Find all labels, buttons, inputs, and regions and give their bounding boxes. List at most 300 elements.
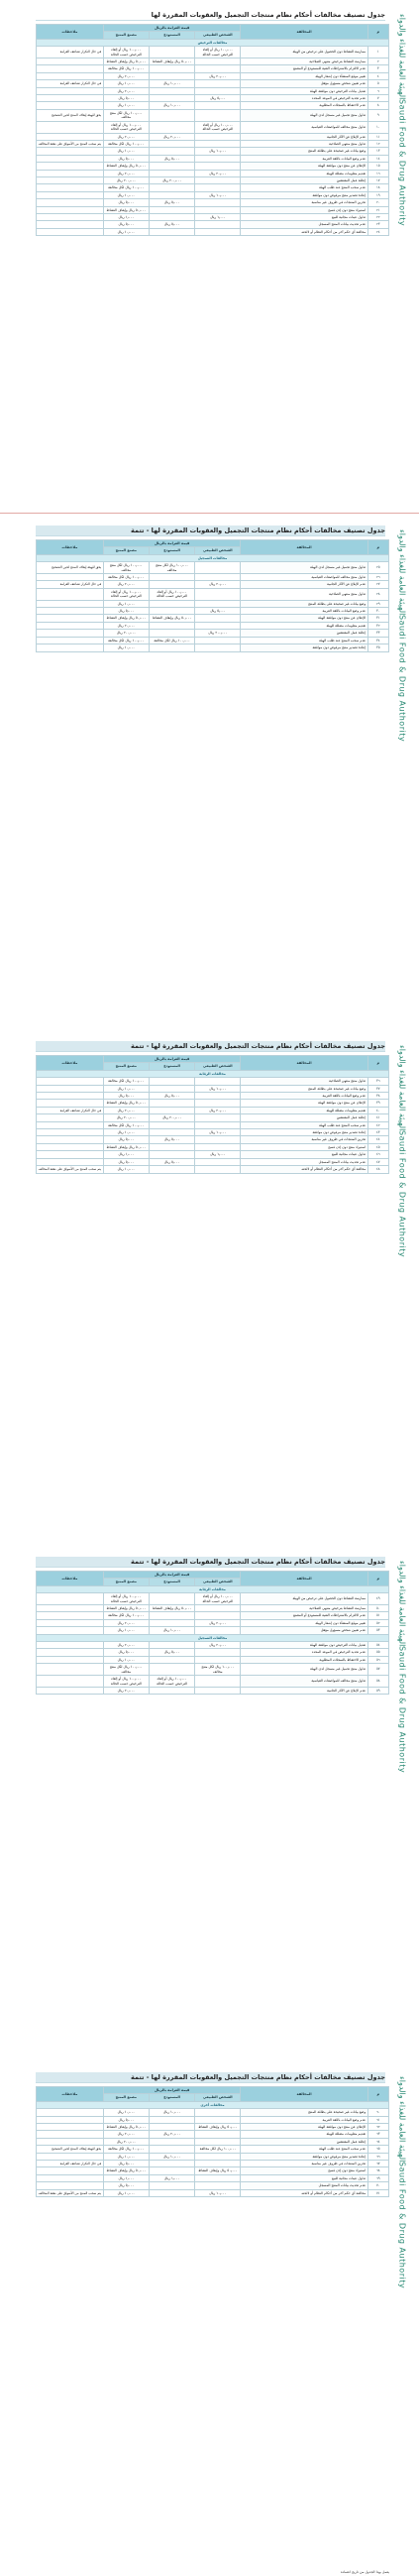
header-natural: الشخص الطبيعي — [195, 547, 241, 554]
row-notes — [37, 2131, 104, 2138]
table-row — [37, 630, 389, 637]
row-number: ٣١ — [367, 615, 388, 622]
row-penalty-natural — [195, 562, 241, 574]
table-row — [37, 170, 389, 176]
page-title: جدول تصنيف مخالفات أحكام نظام منتجات التجميل والعقوبات المقررة لها - تتمة — [36, 1041, 385, 1052]
violations-table — [36, 1571, 389, 1695]
table-row — [37, 163, 389, 170]
row-penalty-rep — [149, 1085, 194, 1092]
row-violation: عدم تعيين شخص مسؤول مؤهل — [241, 1627, 367, 1634]
row-number: ٢١ — [367, 206, 388, 213]
row-number: ١٨ — [367, 184, 388, 191]
row-notes: يحق للهيئة إيقاف المنتج لحين التصحيح — [37, 562, 104, 574]
page-title: جدول تصنيف مخالفات أحكام نظام منتجات التجميل والعقوبات المقررة لها - تتمة — [36, 1557, 385, 1568]
table-row — [37, 608, 389, 615]
page-title: جدول تصنيف مخالفات أحكام نظام منتجات التجميل والعقوبات المقررة لها — [36, 10, 385, 21]
row-violation: عدم سحب المنتج عند طلب الهيئة — [241, 1121, 367, 1128]
row-penalty-natural — [195, 2131, 241, 2138]
header-notes: ملاحظات — [37, 2087, 104, 2102]
row-penalty-natural — [195, 1676, 241, 1688]
row-violation: استيراد منتج دون إذن فسح — [241, 206, 367, 213]
row-penalty-rep — [149, 2116, 194, 2123]
page-title: جدول تصنيف مخالفات أحكام نظام منتجات التجميل والعقوبات المقررة لها - تتمة — [36, 2072, 385, 2083]
row-violation: تداول منتج تجميل غير مسجل لدى الهيئة — [241, 1664, 367, 1676]
row-penalty-factory: ١٠٫٠٠٠ ريال — [103, 102, 149, 109]
row-number: ٥٩ — [367, 1687, 388, 1694]
row-penalty-factory: ٢٠٫٠٠٠ ريال — [103, 1619, 149, 1626]
header-rep: المستودع — [149, 32, 194, 39]
row-penalty-natural — [195, 2153, 241, 2160]
row-penalty-natural: ١٠٫٠٠٠ ريال — [195, 1085, 241, 1092]
row-number: ٧١ — [367, 2189, 388, 2196]
row-violation: عدم وضع البيانات باللغة العربية — [241, 608, 367, 615]
row-penalty-factory: ١٠٠٫٠٠٠ ريال أو إلغاء الترخيص حسب الحالة — [103, 47, 149, 59]
row-penalty-natural: ١٠٠٫٠٠٠ ريال لكل مخالفة — [195, 2146, 241, 2153]
row-notes — [37, 199, 104, 206]
row-violation: وضع بيانات غير صحيحة على بطاقة المنتج — [241, 1085, 367, 1092]
row-penalty-factory: ١٠٠٫٠٠٠ ريال أو إلغاء الترخيص حسب الحالة — [103, 1676, 149, 1688]
row-number: ٤٤ — [367, 1136, 388, 1143]
row-penalty-natural: ١٠٫٠٠٠ ريال — [195, 1129, 241, 1136]
table-row — [37, 95, 389, 102]
table-row — [37, 1093, 389, 1100]
row-notes — [37, 2138, 104, 2145]
row-penalty-natural — [195, 1136, 241, 1143]
row-penalty-factory: ٢٠٠٫٠٠٠ ريال — [103, 630, 149, 637]
row-penalty-natural — [195, 221, 241, 228]
row-penalty-rep: ٢٠٫٠٠٠ ريال — [149, 2131, 194, 2138]
header-natural: الشخص الطبيعي — [195, 32, 241, 39]
row-penalty-rep: ٥٠٫٠٠٠ ريال وإيقاف النشاط — [149, 615, 194, 622]
row-number: ٣٠ — [367, 608, 388, 615]
row-penalty-rep: ٢٠٠٫٠٠٠ ريال — [149, 1114, 194, 1121]
row-violation: تداول منتج منتهي الصلاحية — [241, 140, 367, 147]
row-number: ٤٥ — [367, 1143, 388, 1150]
row-number: ٦٠ — [367, 2109, 388, 2116]
row-number: ١ — [367, 47, 388, 59]
row-penalty-natural: ١٫٠٠٠ ريال — [195, 1151, 241, 1158]
section-title: مخالفات الترخيص — [37, 39, 389, 46]
row-notes — [37, 184, 104, 191]
row-penalty-factory: ٢٠٫٠٠٠ ريال — [103, 170, 149, 176]
row-number: ٣٧ — [367, 1085, 388, 1092]
row-penalty-natural: ٢٠٫٠٠٠ ريال — [195, 1107, 241, 1113]
row-penalty-natural — [195, 588, 241, 600]
logo-name-ar: الهيئة العامة للغذاء والدواء — [397, 1561, 407, 1647]
row-penalty-rep — [149, 191, 194, 198]
row-notes — [37, 2153, 104, 2160]
row-violation: مخالفة أي حكم آخر من أحكام النظام أو لائحته — [241, 1166, 367, 1173]
row-penalty-rep: ١٠٫٠٠٠ ريال — [149, 2153, 194, 2160]
row-notes: في حال التكرار تضاعف الغرامة — [37, 80, 104, 87]
row-penalty-rep — [149, 622, 194, 629]
row-notes — [37, 2174, 104, 2181]
row-number: ١٩ — [367, 191, 388, 198]
row-number: ٦١ — [367, 2116, 388, 2123]
row-penalty-natural: ١٠٫٠٠٠ ريال — [195, 2189, 241, 2196]
row-number: ٧ — [367, 95, 388, 102]
row-penalty-natural — [195, 2182, 241, 2189]
row-penalty-factory: ١٠٫٠٠٠ ريال — [103, 2189, 149, 2196]
row-notes: في حال التكرار تضاعف الغرامة — [37, 581, 104, 588]
row-violation: عدم سحب المنتج عند طلب الهيئة — [241, 2146, 367, 2153]
row-penalty-natural — [195, 644, 241, 651]
row-notes — [37, 121, 104, 133]
row-number: ٥١ — [367, 1612, 388, 1619]
row-penalty-natural — [195, 1612, 241, 1619]
row-penalty-rep — [149, 600, 194, 607]
row-penalty-factory: ١٠٫٠٠٠ ريال — [103, 191, 149, 198]
row-penalty-rep — [149, 140, 194, 147]
row-penalty-natural — [195, 574, 241, 581]
row-notes — [37, 1656, 104, 1663]
violations-table-wrap — [36, 2086, 389, 2566]
row-violation: تقديم معلومات مضللة للهيئة — [241, 1107, 367, 1113]
row-notes — [37, 191, 104, 198]
row-number: ١٦ — [367, 170, 388, 176]
row-notes — [37, 1664, 104, 1676]
row-notes — [37, 176, 104, 183]
row-notes — [37, 1649, 104, 1656]
header-penalty: قيمة الغرامة بالريال — [103, 1572, 241, 1579]
row-notes — [37, 206, 104, 213]
row-notes — [37, 1151, 104, 1158]
row-penalty-natural — [195, 133, 241, 140]
row-number: ٨ — [367, 102, 388, 109]
row-penalty-rep — [149, 608, 194, 615]
row-penalty-natural — [195, 1093, 241, 1100]
row-penalty-natural — [195, 637, 241, 644]
row-number: ٥٤ — [367, 1642, 388, 1649]
row-penalty-rep: ٥٫٠٠٠ ريال — [149, 1136, 194, 1143]
row-notes — [37, 2182, 104, 2189]
table-row — [37, 2116, 389, 2123]
row-penalty-factory: ٢٠٠٫٠٠٠ ريال — [103, 2138, 149, 2145]
row-notes — [37, 59, 104, 65]
row-penalty-rep: ٢٠٠٫٠٠٠ ريال — [149, 176, 194, 183]
row-violation: عدم تجديد الترخيص في الموعد المحدد — [241, 1649, 367, 1656]
row-penalty-factory: ٥٠٫٠٠٠ ريال وإيقاف النشاط — [103, 163, 149, 170]
row-penalty-factory: ١٠٠٫٠٠٠ ريال لكل منتج مخالف — [103, 109, 149, 121]
logo-name-en: Saudi Food & Drug Authority — [397, 1646, 407, 1774]
row-notes — [37, 155, 104, 162]
table-row — [37, 133, 389, 140]
row-violation: إعادة تصدير منتج مرفوض دون موافقة — [241, 191, 367, 198]
row-penalty-natural — [195, 2109, 241, 2116]
row-penalty-factory: ١٠٠٫٠٠٠ ريال لكل منتج مخالف — [103, 1664, 149, 1676]
row-penalty-rep — [149, 1642, 194, 1649]
table-row — [37, 1687, 389, 1694]
table-row — [37, 228, 389, 235]
row-number: ٢٠ — [367, 199, 388, 206]
row-penalty-rep — [149, 581, 194, 588]
row-penalty-natural — [195, 1649, 241, 1656]
row-notes — [37, 2124, 104, 2131]
row-notes — [37, 133, 104, 140]
row-notes — [37, 2167, 104, 2174]
logo-name-en: Saudi Food & Drug Authority — [397, 2162, 407, 2289]
row-notes — [37, 630, 104, 637]
row-number: ٢٤ — [367, 228, 388, 235]
table-row — [37, 622, 389, 629]
table-row — [37, 1085, 389, 1092]
row-penalty-natural — [195, 1143, 241, 1150]
violations-table — [36, 539, 389, 652]
row-penalty-factory: ٢٠٫٠٠٠ ريال — [103, 622, 149, 629]
row-violation: تخزين المنتجات في ظروف غير مناسبة — [241, 199, 367, 206]
row-violation: عدم الإبلاغ عن الآثار الجانبية — [241, 133, 367, 140]
row-violation: عدم الاحتفاظ بالسجلات المطلوبة — [241, 102, 367, 109]
row-notes — [37, 1642, 104, 1649]
row-penalty-factory: ١٠٫٠٠٠ ريال — [103, 600, 149, 607]
header-penalty: قيمة الغرامة بالريال — [103, 2087, 241, 2094]
row-penalty-rep — [149, 2161, 194, 2167]
violations-table — [36, 2086, 389, 2197]
row-notes — [37, 65, 104, 72]
row-notes — [37, 1627, 104, 1634]
row-violation: تداول منتج مخالف للمواصفات القياسية — [241, 574, 367, 581]
row-penalty-factory: ٢٠٫٠٠٠ ريال — [103, 1642, 149, 1649]
row-notes — [37, 644, 104, 651]
row-penalty-natural: ٢٠٫٠٠٠ ريال — [195, 170, 241, 176]
row-penalty-rep: ١٠٠٫٠٠٠ ريال أو إلغاء الترخيص حسب الحالة — [149, 588, 194, 600]
row-penalty-natural: ٥٠٫٠٠٠ ريال وإيقاف النشاط — [195, 2124, 241, 2131]
table-row — [37, 1114, 389, 1121]
table-row — [37, 109, 389, 121]
row-penalty-factory: ٥٠٫٠٠٠ ريال وإيقاف النشاط — [103, 2167, 149, 2174]
sfda-logo — [391, 1041, 413, 1258]
row-violation: تعديل بيانات الترخيص دون موافقة الهيئة — [241, 1642, 367, 1649]
row-penalty-rep — [149, 2182, 194, 2189]
row-number: ٣٨ — [367, 1093, 388, 1100]
row-penalty-factory: ٥٠٫٠٠٠ ريال وإيقاف النشاط — [103, 1143, 149, 1150]
row-violation: عدم الإبلاغ عن الآثار الجانبية — [241, 1687, 367, 1694]
row-penalty-rep: ٥٫٠٠٠ ريال — [149, 1649, 194, 1656]
row-penalty-factory: ٢٠٫٠٠٠ ريال — [103, 72, 149, 79]
row-number: ٥٨ — [367, 1676, 388, 1688]
table-row — [37, 176, 389, 183]
table-row — [37, 588, 389, 600]
table-row — [37, 1100, 389, 1107]
row-penalty-rep — [149, 1664, 194, 1676]
footer-note: يعمل بهذا الجدول من تاريخ اعتماده — [340, 2570, 389, 2574]
logo-name-en: Saudi Food & Drug Authority — [397, 99, 407, 227]
row-violation: عدم الإبلاغ عن الآثار الجانبية — [241, 581, 367, 588]
row-penalty-rep: ٥٫٠٠٠ ريال — [149, 1158, 194, 1165]
section-title: مخالفات الرقابة — [37, 1585, 389, 1592]
row-number: ٥٥ — [367, 1649, 388, 1656]
row-penalty-factory: ١٠٫٠٠٠ ريال — [103, 1656, 149, 1663]
row-number: ٤٨ — [367, 1166, 388, 1173]
row-penalty-factory: ٢٠٫٠٠٠ ريال — [103, 87, 149, 94]
header-factory: مصنع المنتج — [103, 1579, 149, 1585]
row-penalty-natural: ٢٠٫٠٠٠ ريال — [195, 72, 241, 79]
table-row — [37, 1121, 389, 1128]
row-number: ٤٣ — [367, 1129, 388, 1136]
row-notes — [37, 637, 104, 644]
row-violation: تداول منتج منتهي الصلاحية — [241, 588, 367, 600]
row-penalty-rep: ٢٠٫٠٠٠ ريال — [149, 133, 194, 140]
row-penalty-factory: ٢٠٫٠٠٠ ريال — [103, 1107, 149, 1113]
table-row — [37, 1143, 389, 1150]
row-violation: عدم تحديث بيانات المنتج المسجل — [241, 2182, 367, 2189]
row-number: ٦ — [367, 87, 388, 94]
row-violation: وضع بيانات غير صحيحة على بطاقة المنتج — [241, 2109, 367, 2116]
row-notes — [37, 1143, 104, 1150]
row-penalty-factory: ٢٠٠٫٠٠٠ ريال — [103, 176, 149, 183]
row-violation: ممارسة النشاط بترخيص منتهي الصلاحية — [241, 59, 367, 65]
row-number: ١٥ — [367, 163, 388, 170]
row-penalty-rep — [149, 206, 194, 213]
row-violation: إعادة تصدير منتج مرفوض دون موافقة — [241, 644, 367, 651]
table-row — [37, 1627, 389, 1634]
row-penalty-natural: ١٠٠٫٠٠٠ ريال أو إلغاء الترخيص حسب الحالة — [195, 121, 241, 133]
row-number: ٤٦ — [367, 1151, 388, 1158]
row-notes — [37, 622, 104, 629]
row-notes — [37, 588, 104, 600]
row-penalty-rep — [149, 1166, 194, 1173]
row-number: ٦٥ — [367, 2146, 388, 2153]
row-penalty-factory: ٥٠٫٠٠٠ ريال وإيقاف النشاط — [103, 206, 149, 213]
row-notes — [37, 1687, 104, 1694]
row-notes: في حال التكرار تضاعف الغرامة — [37, 2161, 104, 2167]
row-notes — [37, 600, 104, 607]
row-notes — [37, 228, 104, 235]
row-penalty-factory: ١٠٫٠٠٠ ريال — [103, 148, 149, 155]
table-row — [37, 2131, 389, 2138]
row-number: ١٧ — [367, 176, 388, 183]
table-row — [37, 1166, 389, 1173]
row-number: ٢٥ — [367, 562, 388, 574]
table-row — [37, 199, 389, 206]
row-violation: عدم وضع البيانات باللغة العربية — [241, 2116, 367, 2123]
row-penalty-factory: ١٠٠٫٠٠٠ ريال لكل مخالفة — [103, 574, 149, 581]
row-notes — [37, 1129, 104, 1136]
row-number: ٢٣ — [367, 221, 388, 228]
row-violation: تقديم معلومات مضللة للهيئة — [241, 2131, 367, 2138]
row-penalty-natural — [195, 80, 241, 87]
row-penalty-factory: ١٫٠٠٠ ريال — [103, 1151, 149, 1158]
row-penalty-natural: ١٠٫٠٠٠ ريال — [195, 148, 241, 155]
row-notes: يحق للهيئة إيقاف المنتج لحين التصحيح — [37, 2146, 104, 2153]
row-number: ٣٦ — [367, 1078, 388, 1085]
sfda-logo — [391, 10, 413, 227]
header-violation: المخالفة — [241, 1056, 367, 1071]
table-row — [37, 59, 389, 65]
row-notes — [37, 1093, 104, 1100]
row-notes — [37, 608, 104, 615]
row-penalty-factory: ٥٫٠٠٠ ريال — [103, 1158, 149, 1165]
table-row — [37, 2161, 389, 2167]
row-notes — [37, 1078, 104, 1085]
table-row — [37, 184, 389, 191]
row-penalty-factory: ٥٠٫٠٠٠ ريال وإيقاف النشاط — [103, 59, 149, 65]
row-penalty-rep: ٥٫٠٠٠ ريال — [149, 221, 194, 228]
row-penalty-rep — [149, 72, 194, 79]
header-penalty: قيمة الغرامة بالريال — [103, 25, 241, 32]
row-number: ٢٩ — [367, 600, 388, 607]
row-number: ١٠ — [367, 121, 388, 133]
table-row — [37, 2146, 389, 2153]
row-penalty-factory: ١٠٠٫٠٠٠ ريال لكل مخالفة — [103, 1121, 149, 1128]
row-notes — [37, 1100, 104, 1107]
row-notes — [37, 574, 104, 581]
row-violation: تقديم معلومات مضللة للهيئة — [241, 622, 367, 629]
row-number: ٦٤ — [367, 2138, 388, 2145]
table-row — [37, 72, 389, 79]
row-penalty-factory: ٥٠٫٠٠٠ ريال وإيقاف النشاط — [103, 1605, 149, 1612]
row-penalty-factory: ١٠٫٠٠٠ ريال — [103, 228, 149, 235]
header-violation: المخالفة — [241, 1572, 367, 1586]
row-penalty-natural — [195, 59, 241, 65]
row-notes: في حال التكرار تضاعف الغرامة — [37, 47, 104, 59]
row-violation: عدم تحديث بيانات المنتج المسجل — [241, 221, 367, 228]
row-penalty-natural — [195, 1166, 241, 1173]
row-violation: ممارسة النشاط بترخيص منتهي الصلاحية — [241, 1605, 367, 1612]
row-penalty-factory: ١٠٠٫٠٠٠ ريال لكل مخالفة — [103, 1078, 149, 1085]
row-number: ٥ — [367, 80, 388, 87]
row-number: ١٣ — [367, 148, 388, 155]
header-num: م — [367, 1572, 388, 1586]
row-penalty-natural: ١٫٠٠٠ ريال — [195, 213, 241, 220]
row-number: ٥٧ — [367, 1664, 388, 1676]
row-violation: تداول عينات مجانية للبيع — [241, 1151, 367, 1158]
header-natural: الشخص الطبيعي — [195, 1063, 241, 1070]
header-num: م — [367, 2087, 388, 2102]
row-penalty-rep: ١٠٫٠٠٠ ريال — [149, 1627, 194, 1634]
table-row — [37, 1158, 389, 1165]
row-penalty-natural: ٢٠٫٠٠٠ ريال — [195, 581, 241, 588]
row-violation: تداول منتج مخالف للمواصفات القياسية — [241, 121, 367, 133]
row-penalty-rep — [149, 1687, 194, 1694]
row-penalty-natural — [195, 155, 241, 162]
row-penalty-factory: ٥٫٠٠٠ ريال — [103, 1136, 149, 1143]
row-notes — [37, 615, 104, 622]
table-row — [37, 2167, 389, 2174]
row-violation: تداول منتج تجميل غير مسجل لدى الهيئة — [241, 109, 367, 121]
row-penalty-natural: ١٠٠٫٠٠٠ ريال أو إلغاء الترخيص حسب الحالة — [195, 47, 241, 59]
row-penalty-factory: ٢٠٠٫٠٠٠ ريال — [103, 1114, 149, 1121]
table-row — [37, 1642, 389, 1649]
row-violation: عدم تجديد الترخيص في الموعد المحدد — [241, 95, 367, 102]
row-notes — [37, 102, 104, 109]
violations-table-wrap — [36, 539, 389, 1019]
section-title: مخالفات الرقابة — [37, 1070, 389, 1077]
table-row — [37, 2189, 389, 2196]
row-penalty-rep — [149, 95, 194, 102]
row-number: ٤٩ — [367, 1593, 388, 1605]
row-number: ٣ — [367, 65, 388, 72]
table-row — [37, 1078, 389, 1085]
row-notes — [37, 1676, 104, 1688]
section-title: مخالفات أخرى — [37, 2101, 389, 2108]
table-row — [37, 581, 389, 588]
logo-name-ar: الهيئة العامة للغذاء والدواء — [397, 1045, 407, 1131]
table-row — [37, 1136, 389, 1143]
row-number: ٤٧ — [367, 1158, 388, 1165]
row-number: ٥٣ — [367, 1627, 388, 1634]
row-penalty-rep — [149, 1100, 194, 1107]
row-notes — [37, 1619, 104, 1626]
row-penalty-factory: ٥٫٠٠٠ ريال — [103, 221, 149, 228]
row-penalty-rep — [149, 2138, 194, 2145]
row-notes — [37, 1612, 104, 1619]
row-number: ٣٥ — [367, 644, 388, 651]
section-row — [37, 1585, 389, 1592]
row-penalty-rep — [149, 148, 194, 155]
table-row — [37, 206, 389, 213]
table-row — [37, 2182, 389, 2189]
